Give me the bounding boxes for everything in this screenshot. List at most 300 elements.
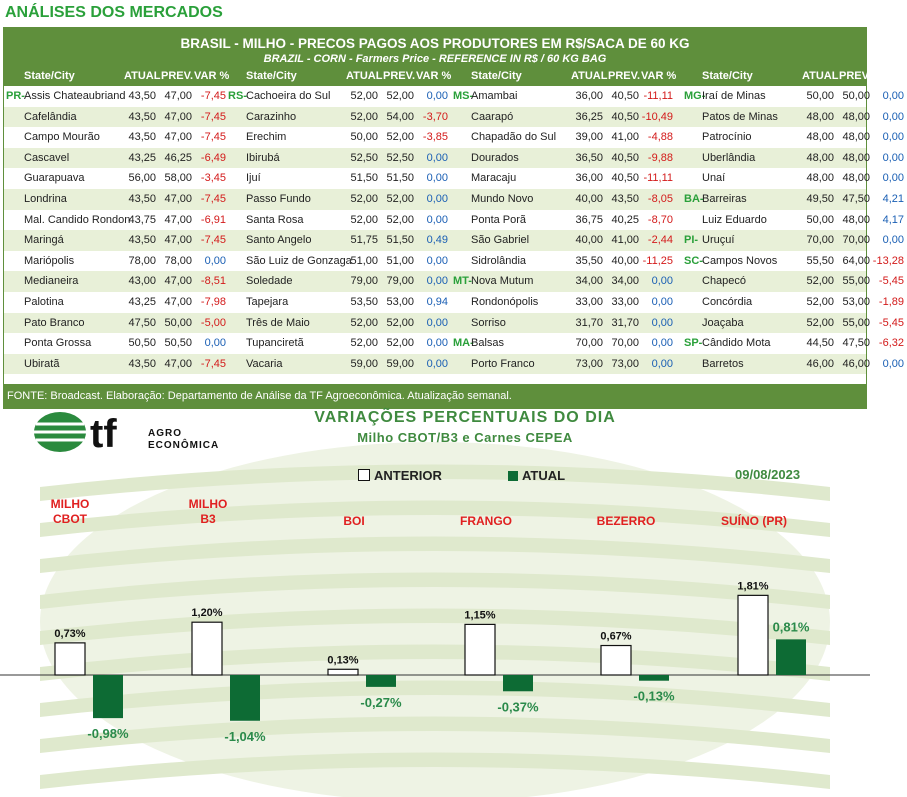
var-percent: 0,00 [204, 337, 226, 350]
prev-price: 46,00 [842, 357, 870, 370]
bar-atual [639, 675, 669, 681]
atual-price: 39,00 [575, 131, 603, 144]
atual-price: 49,50 [806, 193, 834, 205]
table-row [4, 313, 904, 334]
atual-price: 52,00 [350, 316, 378, 329]
var-percent: 0,00 [882, 110, 904, 123]
city-name: Vacaria [246, 357, 283, 370]
atual-price: 53,50 [350, 296, 378, 308]
var-percent: 0,49 [426, 234, 448, 247]
atual-price: 50,00 [806, 90, 834, 102]
column-header: ATUAL [802, 70, 839, 82]
var-percent: -4,88 [647, 131, 673, 144]
table-row [4, 148, 904, 169]
var-percent: -8,70 [647, 213, 673, 226]
prev-price: 47,00 [164, 234, 192, 247]
var-percent: 4,21 [882, 193, 904, 205]
label-anterior: 0,13% [327, 654, 359, 667]
prev-price: 41,00 [611, 234, 639, 247]
prev-price: 40,50 [611, 90, 639, 102]
prev-price: 52,00 [386, 90, 414, 102]
label-atual: -0,37% [497, 699, 539, 715]
column-header: PREV. [161, 70, 194, 82]
var-percent: -1,89 [878, 296, 904, 308]
var-percent: 0,00 [651, 337, 673, 350]
city-name: Iraí de Minas [702, 90, 766, 102]
category-label: MILHO B3 [188, 497, 228, 526]
city-name: Chapadão do Sul [471, 131, 557, 144]
state-code: MG- [684, 90, 706, 102]
city-name: Amambai [471, 90, 518, 102]
state-code: PI- [684, 234, 699, 247]
var-percent: 0,94 [426, 296, 448, 308]
var-percent: -11,25 [642, 254, 673, 267]
bar-chart [0, 407, 870, 797]
prev-price: 47,50 [842, 193, 870, 205]
var-percent: -6,32 [878, 337, 904, 350]
var-percent: 0,00 [882, 90, 904, 102]
prev-price: 52,00 [386, 213, 414, 226]
var-percent: 0,00 [204, 254, 226, 267]
atual-price: 33,00 [575, 296, 603, 308]
label-atual: -0,98% [87, 726, 129, 742]
prev-price: 47,00 [164, 275, 192, 288]
column-header: ATUAL [571, 70, 608, 82]
label-anterior: 1,20% [191, 607, 223, 620]
prev-price: 53,00 [842, 296, 870, 308]
atual-price: 34,00 [575, 275, 603, 288]
city-name: Concórdia [702, 296, 753, 308]
atual-price: 56,00 [128, 172, 156, 185]
prev-price: 48,00 [842, 131, 870, 144]
var-percent: -5,45 [878, 275, 904, 288]
city-name: Cascavel [24, 151, 70, 164]
label-anterior: 0,67% [600, 630, 632, 643]
var-percent: 0,00 [426, 90, 448, 102]
logo-mark: tf [90, 412, 117, 456]
city-name: Londrina [24, 193, 67, 205]
atual-price: 48,00 [806, 110, 834, 123]
city-name: Ijuí [246, 172, 261, 185]
city-name: Barreiras [702, 193, 747, 205]
table-header [4, 28, 907, 86]
atual-price: 31,70 [575, 316, 603, 329]
category-label: BOI [343, 514, 365, 528]
var-percent: -7,98 [200, 296, 226, 308]
var-percent: 4,17 [882, 213, 904, 226]
city-name: Maringá [24, 234, 64, 247]
atual-price: 73,00 [575, 357, 603, 370]
atual-price: 43,50 [128, 110, 156, 123]
prev-price: 73,00 [611, 357, 639, 370]
var-percent: 0,00 [426, 254, 448, 267]
city-name: Três de Maio [246, 316, 310, 329]
atual-price: 43,00 [128, 275, 156, 288]
var-percent: -9,88 [647, 151, 673, 164]
var-percent: -5,45 [878, 316, 904, 329]
state-code: MT- [453, 275, 472, 288]
prev-price: 31,70 [611, 316, 639, 329]
prev-price: 47,00 [164, 110, 192, 123]
atual-price: 59,00 [350, 357, 378, 370]
var-percent: 0,00 [426, 193, 448, 205]
city-name: Sidrolândia [471, 254, 527, 267]
column-header: ATUAL [346, 70, 383, 82]
prev-price: 70,00 [842, 234, 870, 247]
var-percent: -7,45 [200, 193, 226, 205]
bar-anterior [465, 624, 495, 675]
table-subtitle: BRAZIL - CORN - Farmers Price - REFERENCE IN R$ / 60 KG BAG [263, 53, 607, 65]
var-percent: -6,91 [200, 213, 226, 226]
atual-price: 52,00 [806, 275, 834, 288]
city-name: Joaçaba [702, 316, 744, 329]
state-code: MA- [453, 337, 474, 350]
bar-atual [93, 675, 123, 718]
city-name: Soledade [246, 275, 293, 288]
city-name: Ibirubá [246, 151, 280, 164]
state-code: RS- [228, 90, 247, 102]
atual-price: 78,00 [128, 254, 156, 267]
city-name: Carazinho [246, 110, 297, 123]
table-source: FONTE: Broadcast. Elaboração: Departamento de Análise da TF Agroeconômica. Atualização semanal. [4, 384, 866, 408]
label-atual: -1,04% [224, 728, 266, 744]
var-percent: -7,45 [200, 357, 226, 370]
prev-price: 40,25 [611, 213, 639, 226]
atual-price: 48,00 [806, 172, 834, 185]
chart-area [0, 407, 870, 797]
atual-price: 36,00 [575, 90, 603, 102]
var-percent: -7,45 [200, 110, 226, 123]
logo-line2: ECONÔMICA [148, 440, 220, 451]
prev-price: 55,00 [842, 275, 870, 288]
table-row [4, 333, 904, 354]
prev-price: 58,00 [164, 172, 192, 185]
prev-price: 64,00 [842, 254, 870, 267]
table-row [4, 354, 904, 375]
var-percent: 0,00 [426, 316, 448, 329]
city-name: Tupanciretã [246, 337, 304, 350]
atual-price: 52,00 [350, 90, 378, 102]
chart-subtitle: Milho CBOT/B3 e Carnes CEPEA [357, 430, 573, 445]
atual-price: 47,50 [128, 316, 156, 329]
city-name: Assis Chateaubriand [24, 90, 126, 102]
column-header: State/City [702, 70, 753, 82]
var-percent: 0,00 [426, 172, 448, 185]
prev-price: 47,00 [164, 131, 192, 144]
city-name: Santo Angelo [246, 234, 312, 247]
prev-price: 40,50 [611, 151, 639, 164]
prev-price: 47,00 [164, 296, 192, 308]
atual-price: 44,50 [806, 337, 834, 350]
label-anterior: 1,15% [464, 609, 496, 622]
var-percent: 0,00 [426, 151, 448, 164]
var-percent: -5,00 [200, 316, 226, 329]
state-code: SC- [684, 254, 703, 267]
column-header: VAR % [194, 70, 230, 82]
atual-price: 36,75 [575, 213, 603, 226]
atual-price: 52,00 [350, 193, 378, 205]
var-percent: -13,28 [872, 254, 904, 267]
chart-title: VARIAÇÕES PERCENTUAIS DO DIA [314, 409, 616, 426]
var-percent: -8,05 [647, 193, 673, 205]
price-table [3, 27, 907, 409]
state-code: MS- [453, 90, 474, 102]
state-code: SP- [684, 337, 703, 350]
atual-price: 35,50 [575, 254, 603, 267]
atual-price: 43,50 [128, 90, 156, 102]
var-percent: 0,00 [426, 337, 448, 350]
prev-price: 70,00 [611, 337, 639, 350]
city-name: Maracaju [471, 172, 517, 185]
var-percent: -7,45 [200, 234, 226, 247]
legend-atual-label: ATUAL [522, 468, 566, 483]
city-name: Dourados [471, 151, 519, 164]
prev-price: 43,50 [611, 193, 639, 205]
column-header: ATUAL [124, 70, 161, 82]
category-label: FRANGO [460, 514, 512, 528]
city-name: Balsas [471, 337, 505, 350]
prev-price: 52,50 [386, 151, 414, 164]
bar-anterior [192, 622, 222, 675]
prev-price: 40,50 [611, 110, 639, 123]
atual-price: 40,00 [575, 234, 603, 247]
atual-price: 70,00 [806, 234, 834, 247]
atual-price: 50,00 [806, 213, 834, 226]
city-name: Pato Branco [24, 316, 85, 329]
atual-price: 52,00 [350, 213, 378, 226]
var-percent: 0,00 [651, 296, 673, 308]
atual-price: 51,50 [350, 172, 378, 185]
var-percent: 0,00 [426, 213, 448, 226]
table-row [4, 86, 904, 107]
city-name: Barretos [702, 357, 744, 370]
atual-price: 43,25 [128, 151, 156, 164]
city-name: Porto Franco [471, 357, 535, 370]
bar-anterior [55, 643, 85, 675]
bar-anterior [601, 646, 631, 675]
atual-price: 52,00 [806, 296, 834, 308]
var-percent: 0,00 [882, 234, 904, 247]
prev-price: 46,25 [164, 151, 192, 164]
atual-price: 52,00 [806, 316, 834, 329]
prev-price: 47,50 [842, 337, 870, 350]
prev-price: 34,00 [611, 275, 639, 288]
page-title: ANÁLISES DOS MERCADOS [5, 4, 223, 21]
prev-price: 48,00 [842, 213, 870, 226]
state-code: BA- [684, 193, 704, 205]
atual-price: 43,50 [128, 193, 156, 205]
prev-price: 47,00 [164, 90, 192, 102]
table-row [4, 189, 904, 210]
city-name: Mal. Candido Rondon [24, 213, 131, 226]
city-name: Uberlândia [702, 151, 756, 164]
bar-atual [230, 675, 260, 721]
city-name: Chapecó [702, 275, 747, 288]
prev-price: 50,00 [164, 316, 192, 329]
atual-price: 79,00 [350, 275, 378, 288]
var-percent: 0,00 [426, 357, 448, 370]
atual-price: 43,50 [128, 131, 156, 144]
var-percent: -2,44 [647, 234, 673, 247]
atual-price: 43,50 [128, 357, 156, 370]
prev-price: 59,00 [386, 357, 414, 370]
var-percent: -3,85 [422, 131, 448, 144]
var-percent: 0,00 [651, 316, 673, 329]
atual-price: 46,00 [806, 357, 834, 370]
state-code: PR- [6, 90, 25, 102]
city-name: Santa Rosa [246, 213, 304, 226]
prev-price: 51,50 [386, 172, 414, 185]
prev-price: 78,00 [164, 254, 192, 267]
city-name: Mundo Novo [471, 193, 534, 205]
var-percent: -6,49 [200, 151, 226, 164]
prev-price: 52,00 [386, 193, 414, 205]
city-name: Patos de Minas [702, 110, 778, 123]
prev-price: 47,00 [164, 193, 192, 205]
var-percent: -11,11 [643, 172, 673, 185]
prev-price: 40,00 [611, 254, 639, 267]
var-percent: 0,00 [882, 151, 904, 164]
city-name: Cachoeira do Sul [246, 90, 331, 102]
atual-price: 43,50 [128, 234, 156, 247]
atual-price: 52,50 [350, 151, 378, 164]
var-percent: -10,49 [641, 110, 673, 123]
column-header: State/City [471, 70, 522, 82]
city-name: Cafelândia [24, 110, 77, 123]
column-header: VAR % [641, 70, 677, 82]
prev-price: 40,50 [611, 172, 639, 185]
table-row [4, 168, 904, 189]
city-name: Uruçuí [702, 234, 735, 247]
table-row [4, 210, 904, 231]
category-label: MILHO CBOT [50, 497, 90, 526]
column-header: VAR % [872, 70, 907, 82]
legend-anterior-label: ANTERIOR [374, 468, 442, 483]
prev-price: 50,00 [842, 90, 870, 102]
atual-price: 52,00 [350, 337, 378, 350]
table-title: BRASIL - MILHO - PRECOS PAGOS AOS PRODUTORES EM R$/SACA DE 60 KG [180, 36, 690, 51]
city-name: Ponta Porã [471, 213, 527, 226]
prev-price: 48,00 [842, 110, 870, 123]
column-header: PREV. [608, 70, 641, 82]
prev-price: 33,00 [611, 296, 639, 308]
category-label: SUÍNO (PR) [721, 514, 787, 528]
city-name: Mariópolis [24, 254, 75, 267]
city-name: Ponta Grossa [24, 337, 92, 350]
category-label: BEZERRO [596, 514, 656, 528]
var-percent: -3,45 [200, 172, 226, 185]
var-percent: -11,11 [643, 90, 673, 102]
bar-atual [366, 675, 396, 687]
var-percent: -7,45 [200, 131, 226, 144]
city-name: Guarapuava [24, 172, 85, 185]
atual-price: 43,25 [128, 296, 156, 308]
city-name: Passo Fundo [246, 193, 311, 205]
var-percent: 0,00 [882, 357, 904, 370]
atual-price: 51,00 [350, 254, 378, 267]
city-name: Sorriso [471, 316, 506, 329]
prev-price: 55,00 [842, 316, 870, 329]
atual-price: 50,00 [350, 131, 378, 144]
table-row [4, 251, 904, 272]
bar-anterior [738, 595, 768, 675]
city-name: Luiz Eduardo [702, 213, 767, 226]
prev-price: 52,00 [386, 131, 414, 144]
city-name: São Gabriel [471, 234, 530, 247]
column-header: State/City [246, 70, 297, 82]
city-name: Rondonópolis [471, 296, 539, 308]
city-name: Nova Mutum [471, 275, 534, 288]
city-name: Tapejara [246, 296, 289, 308]
city-name: Ubiratã [24, 357, 60, 370]
column-header: State/City [24, 70, 75, 82]
atual-price: 55,50 [806, 254, 834, 267]
var-percent: -8,51 [200, 275, 226, 288]
bar-atual [776, 639, 806, 675]
logo-line1: AGRO [148, 428, 182, 439]
bar-atual [503, 675, 533, 691]
atual-price: 70,00 [575, 337, 603, 350]
city-name: Campos Novos [702, 254, 778, 267]
atual-price: 48,00 [806, 151, 834, 164]
city-name: Medianeira [24, 275, 79, 288]
prev-price: 48,00 [842, 151, 870, 164]
atual-price: 36,00 [575, 172, 603, 185]
prev-price: 54,00 [386, 110, 414, 123]
prev-price: 79,00 [386, 275, 414, 288]
prev-price: 53,00 [386, 296, 414, 308]
prev-price: 52,00 [386, 337, 414, 350]
city-name: São Luiz de Gonzaga [246, 254, 352, 267]
chart-date: 09/08/2023 [735, 467, 801, 482]
label-anterior: 1,81% [737, 580, 769, 593]
label-atual: -0,27% [360, 694, 402, 710]
prev-price: 51,50 [386, 234, 414, 247]
atual-price: 36,25 [575, 110, 603, 123]
prev-price: 47,00 [164, 213, 192, 226]
city-name: Campo Mourão [24, 131, 100, 144]
var-percent: 0,00 [651, 357, 673, 370]
city-name: Palotina [24, 296, 64, 308]
atual-price: 36,50 [575, 151, 603, 164]
atual-price: 40,00 [575, 193, 603, 205]
atual-price: 51,75 [350, 234, 378, 247]
label-atual: -0,13% [633, 688, 675, 704]
prev-price: 47,00 [164, 357, 192, 370]
atual-price: 50,50 [128, 337, 156, 350]
prev-price: 41,00 [611, 131, 639, 144]
var-percent: -7,45 [200, 90, 226, 102]
prev-price: 52,00 [386, 316, 414, 329]
prev-price: 51,00 [386, 254, 414, 267]
table-row [4, 230, 904, 251]
city-name: Cândido Mota [702, 337, 771, 350]
atual-price: 52,00 [350, 110, 378, 123]
atual-price: 43,75 [128, 213, 156, 226]
var-percent: 0,00 [426, 275, 448, 288]
var-percent: 0,00 [651, 275, 673, 288]
var-percent: 0,00 [882, 131, 904, 144]
table-row [4, 292, 904, 313]
label-atual: 0,81% [772, 619, 810, 635]
column-header: PREV. [839, 70, 872, 82]
label-anterior: 0,73% [54, 627, 86, 640]
column-header: PREV. [383, 70, 416, 82]
atual-price: 48,00 [806, 131, 834, 144]
prev-price: 50,50 [164, 337, 192, 350]
city-name: Unaí [702, 172, 726, 185]
city-name: Erechim [246, 131, 287, 144]
